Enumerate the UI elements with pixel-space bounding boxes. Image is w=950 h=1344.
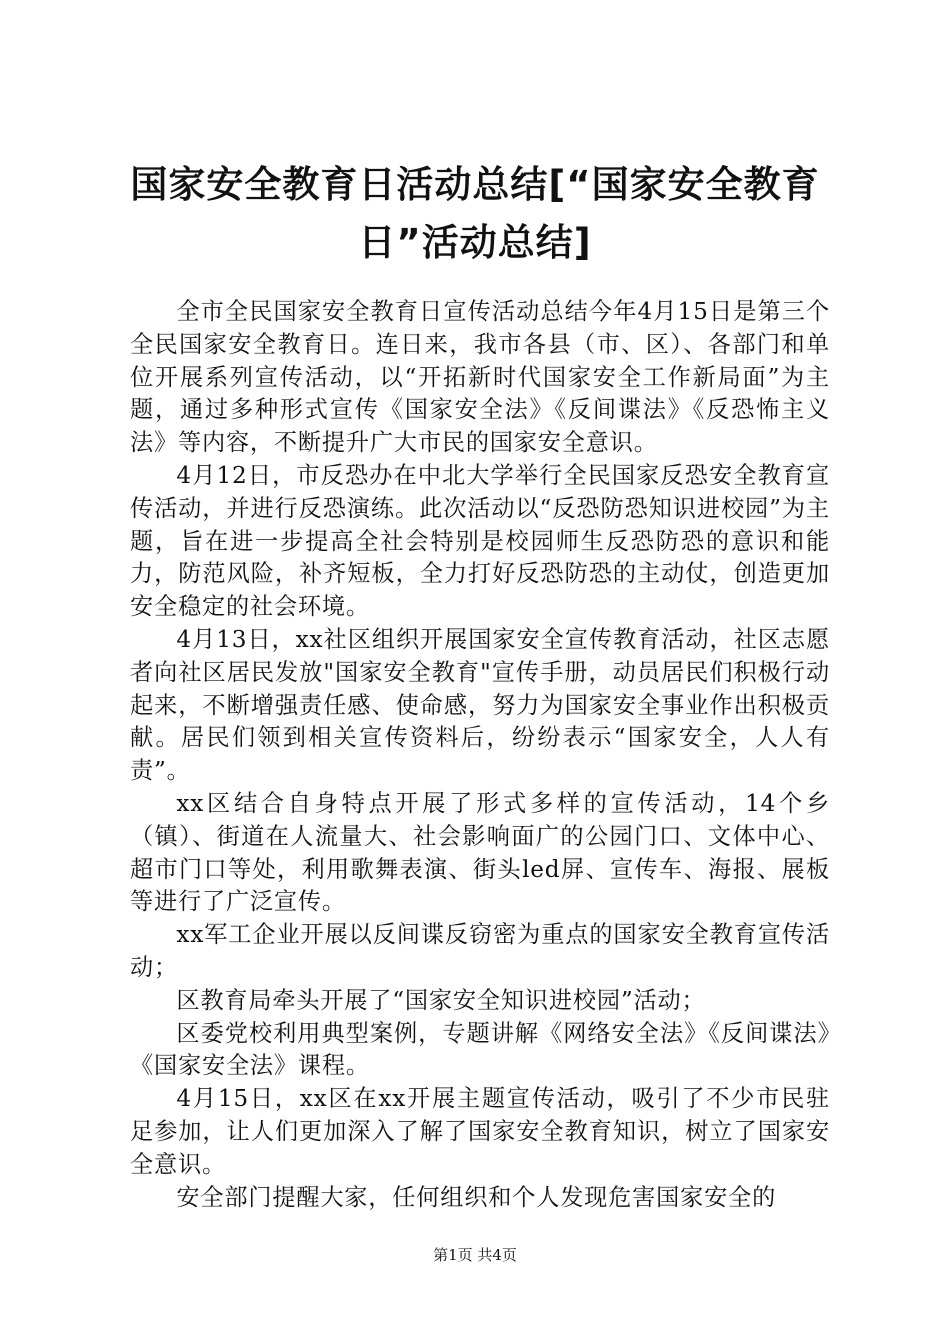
paragraph: 4月13日，xx社区组织开展国家安全宣传教育活动，社区志愿者向社区居民发放"国家安全教育"宣传手册，动员居民们积极行动起来，不断增强责任感、使命感，努力为国家安全事业作出积极贡献。居民们领到相关宣传资料后，纷纷表示“国家安全，人人有责”。	[130, 625, 830, 785]
page-footer: 第1页 共4页	[433, 1246, 517, 1264]
paragraph: 4月15日，xx区在xx开展主题宣传活动，吸引了不少市民驻足参加，让人们更加深入了解了国家安全教育知识，树立了国家安全意识。	[130, 1085, 830, 1178]
document-body	[130, 296, 830, 1214]
paragraph: 全市全民国家安全教育日宣传活动总结今年4月15日是第三个全民国家安全教育日。连日来，我市各县（市、区）、各部门和单位开展系列宣传活动，以“开拓新时代国家安全工作新局面”为主题，通过多种形式宣传《国家安全法》《反间谍法》《反恐怖主义法》等内容，不断提升广大市民的国家安全意识。	[130, 298, 830, 457]
document-title: 国家安全教育日活动总结[“国家安全教育日”活动总结]	[130, 163, 820, 264]
paragraph: 区委党校利用典型案例，专题讲解《网络安全法》《反间谍法》《国家安全法》课程。	[130, 1019, 830, 1080]
paragraph: xx区结合自身特点开展了形式多样的宣传活动，14个乡（镇）、街道在人流量大、社会影响面广的公园门口、文体中心、超市门口等处，利用歌舞表演、街头led屏、宣传车、海报、展板等进行了广泛宣传。	[130, 789, 830, 916]
paragraph: xx军工企业开展以反间谍反窃密为重点的国家安全教育宣传活动；	[130, 921, 830, 981]
paragraph: 4月12日，市反恐办在中北大学举行全民国家反恐安全教育宣传活动，并进行反恐演练。此次活动以“反恐防恐知识进校园”为主题，旨在进一步提高全社会特别是校园师生反恐防恐的意识和能力，防范风险，补齐短板，全力打好反恐防恐的主动仗，创造更加安全稳定的社会环境。	[130, 461, 830, 621]
paragraph: 安全部门提醒大家，任何组织和个人发现危害国家安全的	[176, 1183, 777, 1211]
paragraph: 区教育局牵头开展了“国家安全知识进校园”活动；	[176, 986, 706, 1014]
